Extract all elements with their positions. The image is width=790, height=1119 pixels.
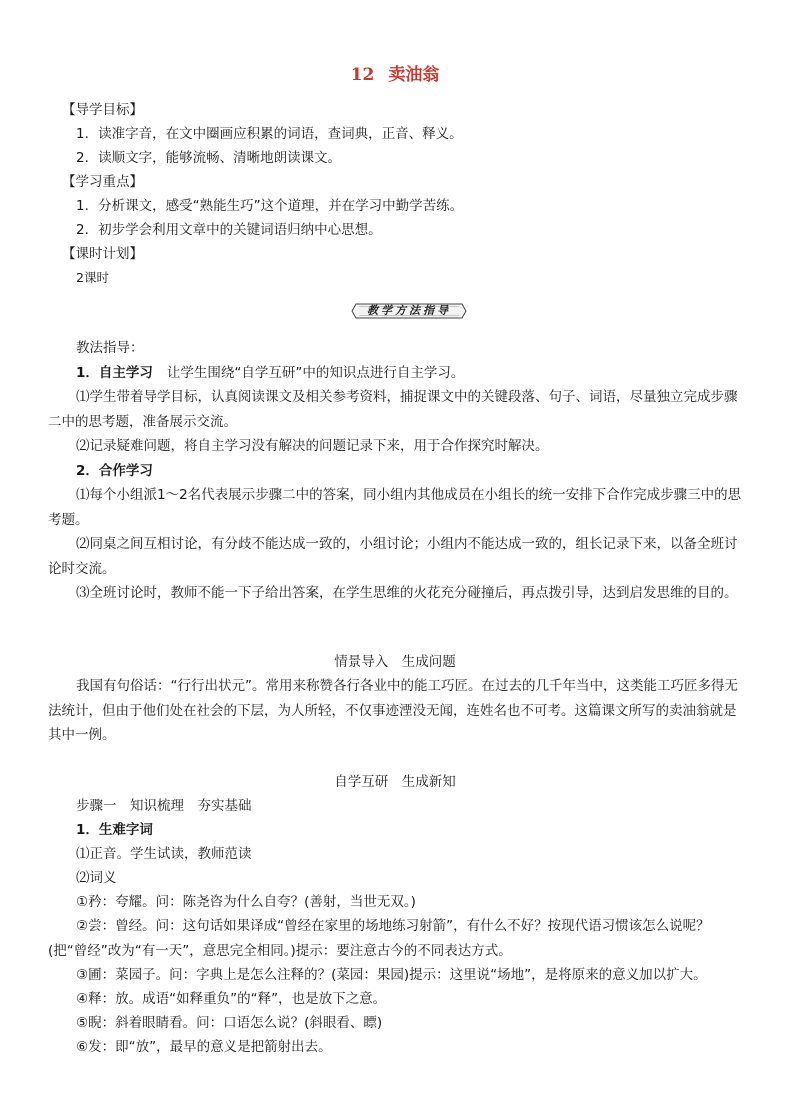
lesson-number: 12 [350, 65, 375, 85]
method-banner-text: 教学方法指导 [367, 304, 451, 317]
scene-paragraph: 我国有句俗话：“行行出状元”。常用来称赞各行各业中的能工巧匠。在过去的几千年当中，这类能工巧匠多得无法统计，但由于他们处在社会的下层，为人所轻，不仅事迹湮没无闻，连姓名也不可考。这篇课文所写的卖油翁就是其中一例。 [48, 678, 738, 743]
scene-heading: 情景导入 生成问题 [334, 654, 456, 670]
method-para-1: ⑴学生带着导学目标，认真阅读课文及相关参考资料，捕捉课文中的关键段落、句子、词语，尽量独立完成步骤二中的思考题，准备展示交流。 [48, 389, 738, 430]
lesson-name: 卖油翁 [388, 65, 440, 85]
plan-value: 2课时 [76, 270, 109, 285]
word-item-1: ①矜：夸耀。问：陈尧咨为什么自夸？(善射，当世无双。) [76, 894, 416, 910]
goal-item-2: 2．读顺文字，能够流畅、清晰地朗读课文。 [76, 150, 342, 166]
word-item-5: ⑤睨：斜着眼睛看。问：口语怎么说？(斜眼看、瞟) [76, 1015, 383, 1031]
word-item-4: ④释：放。成语“如释重负”的“释”，也是放下之意。 [76, 991, 387, 1007]
meaning-heading: ⑵词义 [76, 870, 117, 886]
word-item-2: ②尝：曾经。问：这句话如果译成“曾经在家里的场地练习射箭”，有什么不好？按现代语习惯该怎么说呢？(把“曾经”改为“有一天”，意思完全相同。)提示：要注意古今的不同表达方式。 [48, 918, 710, 959]
pronunciation-line: ⑴正音。学生试读，教师范读 [76, 846, 252, 862]
goal-item-1: 1．读准字音，在文中圈画应积累的词语，查词典，正音、释义。 [76, 126, 463, 142]
method-item-2-label: 2．合作学习 [76, 463, 153, 479]
method-para-2: ⑵记录疑难问题，将自主学习没有解决的问题记录下来，用于合作探究时解决。 [76, 438, 549, 454]
vocab-heading: 1．生难字词 [76, 822, 153, 838]
focus-heading: 【学习重点】 [62, 174, 143, 190]
method-para-3: ⑴每个小组派1～2名代表展示步骤二中的答案，同小组内其他成员在小组长的统一安排下合作完成步骤三中的思考题。 [48, 487, 742, 528]
method-item-1-label: 1．自主学习 [76, 365, 153, 381]
plan-heading: 【课时计划】 [62, 246, 143, 262]
method-item-1-text: 让学生围绕“自学互研”中的知识点进行自主学习。 [166, 365, 465, 381]
word-item-6: ⑥发：即“放”，最早的意义是把箭射出去。 [76, 1039, 332, 1055]
self-study-heading: 自学互研 生成新知 [334, 774, 456, 790]
word-item-3: ③圃：菜园子。问：字典上是怎么注释的？(菜园：果园)提示：这里说“场地”，是将原来的意义加以扩大。 [76, 967, 707, 983]
method-banner [350, 301, 468, 321]
focus-item-2: 2．初步学会利用文章中的关键词语归纳中心思想。 [76, 222, 382, 238]
step-one-heading: 步骤一 知识梳理 夯实基础 [76, 798, 252, 814]
lesson-title [0, 60, 790, 85]
method-item-1 [76, 361, 464, 385]
focus-item-1: 1．分析课文，感受“熟能生巧”这个道理，并在学习中勤学苦练。 [76, 198, 464, 214]
method-heading: 教法指导： [76, 340, 144, 356]
method-para-5: ⑶全班讨论时，教师不能一下子给出答案，在学生思维的火花充分碰撞后，再点拨引导，达到启发思维的目的。 [76, 585, 738, 601]
method-para-4: ⑵同桌之间互相讨论，有分歧不能达成一致的，小组讨论；小组内不能达成一致的，组长记录下来，以备全班讨论时交流。 [48, 536, 738, 577]
goal-heading: 【导学目标】 [62, 102, 143, 118]
